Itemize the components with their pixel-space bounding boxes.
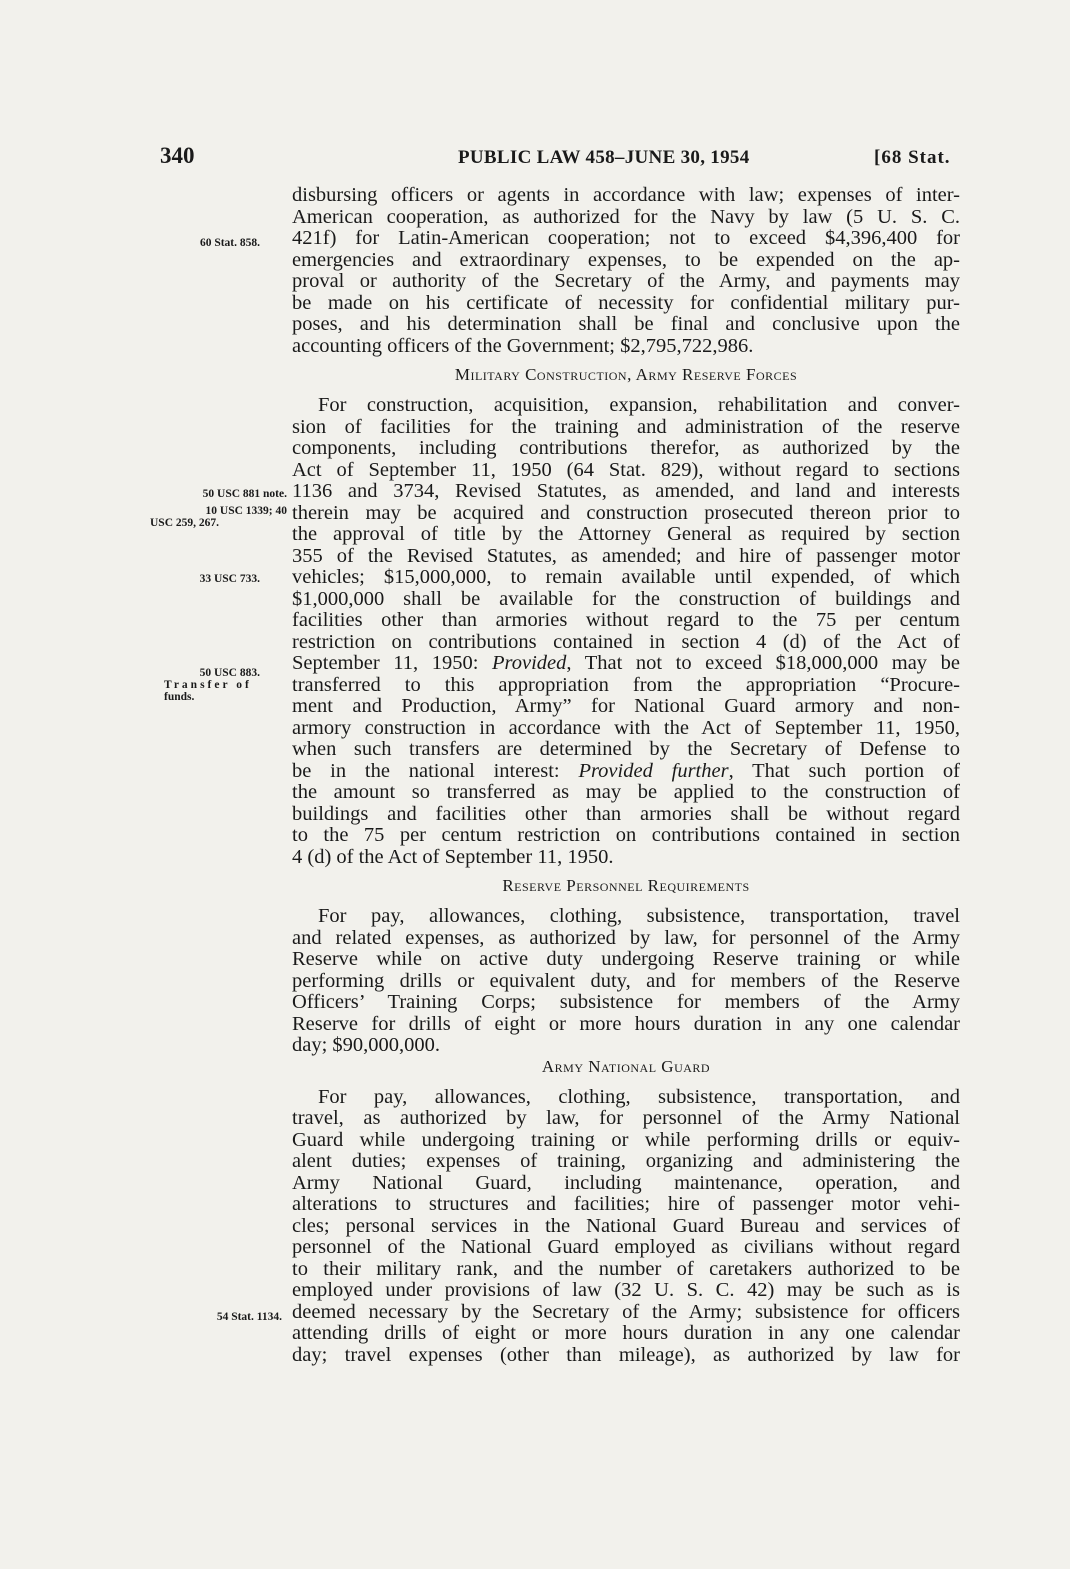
text-line: performing drills or equivalent duty, and for members of the Reserve [292, 969, 960, 992]
section-heading: Army National Guard [541, 1056, 711, 1076]
text-line: personnel of the National Guard employed as civilians without regard [292, 1236, 960, 1258]
text-line: For construction, acquisition, expansion, rehabilitation and conver- [318, 394, 960, 416]
continuation-paragraph [292, 185, 960, 357]
section-paragraph [292, 906, 960, 1057]
text-line: accounting officers of the Government; $2,795,722,986. [292, 334, 754, 357]
page-number: 340 [160, 143, 195, 168]
margin-note: 33 USC 733. [199, 573, 260, 585]
text-line: cles; personal services in the National Guard Bureau and services of [292, 1214, 960, 1237]
text-line: alent duties; expenses of training, organizing and administering the [292, 1150, 960, 1172]
text-line: Act of September 11, 1950 (64 Stat. 829), without regard to sections [292, 458, 960, 481]
margin-note: 50 USC 881 note. [202, 488, 287, 500]
text-line: vehicles; $15,000,000, to remain available until expended, of which [292, 566, 960, 588]
margin-note: 60 Stat. 858. [199, 237, 260, 249]
text-line: Reserve while on active duty undergoing Reserve training or while [292, 948, 960, 970]
text-line: 421f) for Latin-American cooperation; not to exceed $4,396,400 for [292, 227, 960, 249]
section-paragraph [292, 395, 960, 868]
text-line: buildings and facilities other than armories shall be without regard [292, 802, 960, 825]
section-paragraph [292, 1087, 960, 1367]
text-line: 1136 and 3734, Revised Statutes, as amended, and land and interests [292, 480, 960, 502]
margin-note: USC 259, 267. [150, 517, 220, 529]
text-line: transferred to this appropriation from the appropriation “Procure- [292, 673, 960, 696]
margin-note: 54 Stat. 1134. [216, 1311, 282, 1323]
text-line: Guard while undergoing training or while performing drills or equiv- [292, 1128, 960, 1151]
text-line: 355 of the Revised Statutes, as amended; and hire of passenger motor [292, 544, 960, 567]
text-line: therein may be acquired and construction prosecuted thereon prior to [292, 501, 960, 524]
text-line: restriction on contributions contained in section 4 (d) of the Act of [292, 630, 960, 653]
section-heading: Reserve Personnel Requirements [502, 876, 750, 895]
text-line: to the 75 per centum restriction on contributions contained in section [292, 824, 960, 846]
text-line: For pay, allowances, clothing, subsistence, transportation, travel [318, 905, 960, 927]
text-line: alterations to structures and facilities; hire of passenger motor vehi- [292, 1193, 960, 1215]
text-line: poses, and his determination shall be final and conclusive upon the [292, 313, 960, 335]
margin-note: funds. [164, 691, 195, 703]
text-line: Officers’ Training Corps; subsistence for members of the Army [292, 991, 960, 1013]
text-line: the approval of title by the Attorney General as required by section [292, 523, 960, 545]
text-line: be in the national interest: Provided further, That such portion of [292, 759, 960, 782]
text-line: 4 (d) of the Act of September 11, 1950. [292, 845, 614, 868]
text-line: the amount so transferred as may be applied to the construction of [292, 781, 960, 803]
text-line: armory construction in accordance with the Act of September 11, 1950, [292, 716, 960, 739]
text-line: employed under provisions of law (32 U. S. C. 42) may be such as is [292, 1279, 960, 1301]
text-line: American cooperation, as authorized for the Navy by law (5 U. S. C. [292, 205, 960, 228]
body-text [292, 185, 960, 1366]
margin-note: Transfer of [164, 679, 252, 691]
text-line: day; travel expenses (other than mileage), as authorized by law for [292, 1343, 960, 1366]
margin-note: 50 USC 883. [199, 667, 260, 679]
text-line: Reserve for drills of eight or more hours duration in any one calendar [292, 1012, 960, 1035]
section-heading: Military Construction, Army Reserve Forces [454, 365, 798, 384]
text-line: day; $90,000,000. [292, 1034, 441, 1056]
running-head: PUBLIC LAW 458–JUNE 30, 1954 [458, 147, 750, 168]
text-line: attending drills of eight or more hours duration in any one calendar [292, 1322, 960, 1344]
text-line: when such transfers are determined by the Secretary of Defense to [292, 738, 960, 760]
text-line: and related expenses, as authorized by law, for personnel of the Army [292, 926, 960, 949]
text-line: to their military rank, and the number of caretakers authorized to be [292, 1257, 960, 1280]
text-line: $1,000,000 shall be available for the construction of buildings and [292, 587, 960, 610]
text-line: proval or authority of the Secretary of the Army, and payments may [292, 270, 960, 292]
text-line: Army National Guard, including maintenance, operation, and [292, 1171, 960, 1194]
text-line: For pay, allowances, clothing, subsistence, transportation, and [318, 1085, 960, 1108]
text-line: deemed necessary by the Secretary of the Army; subsistence for officers [292, 1300, 960, 1323]
statute-reference: [68 Stat. [874, 147, 951, 168]
text-line: travel, as authorized by law, for personnel of the Army National [292, 1107, 960, 1129]
text-line: facilities other than armories without regard to the 75 per centum [292, 609, 960, 631]
text-line: ment and Production, Army” for National Guard armory and non- [292, 695, 960, 717]
margin-note: 10 USC 1339; 40 [205, 505, 287, 517]
text-line: be made on his certificate of necessity for confidential military pur- [292, 291, 960, 314]
text-line: components, including contributions therefor, as authorized by the [292, 437, 960, 459]
text-line: disbursing officers or agents in accordance with law; expenses of inter- [292, 184, 960, 206]
text-line: September 11, 1950: Provided, That not to exceed $18,000,000 may be [292, 652, 960, 674]
text-line: emergencies and extraordinary expenses, to be expended on the ap- [292, 248, 960, 271]
text-line: sion of facilities for the training and administration of the reserve [292, 415, 960, 438]
